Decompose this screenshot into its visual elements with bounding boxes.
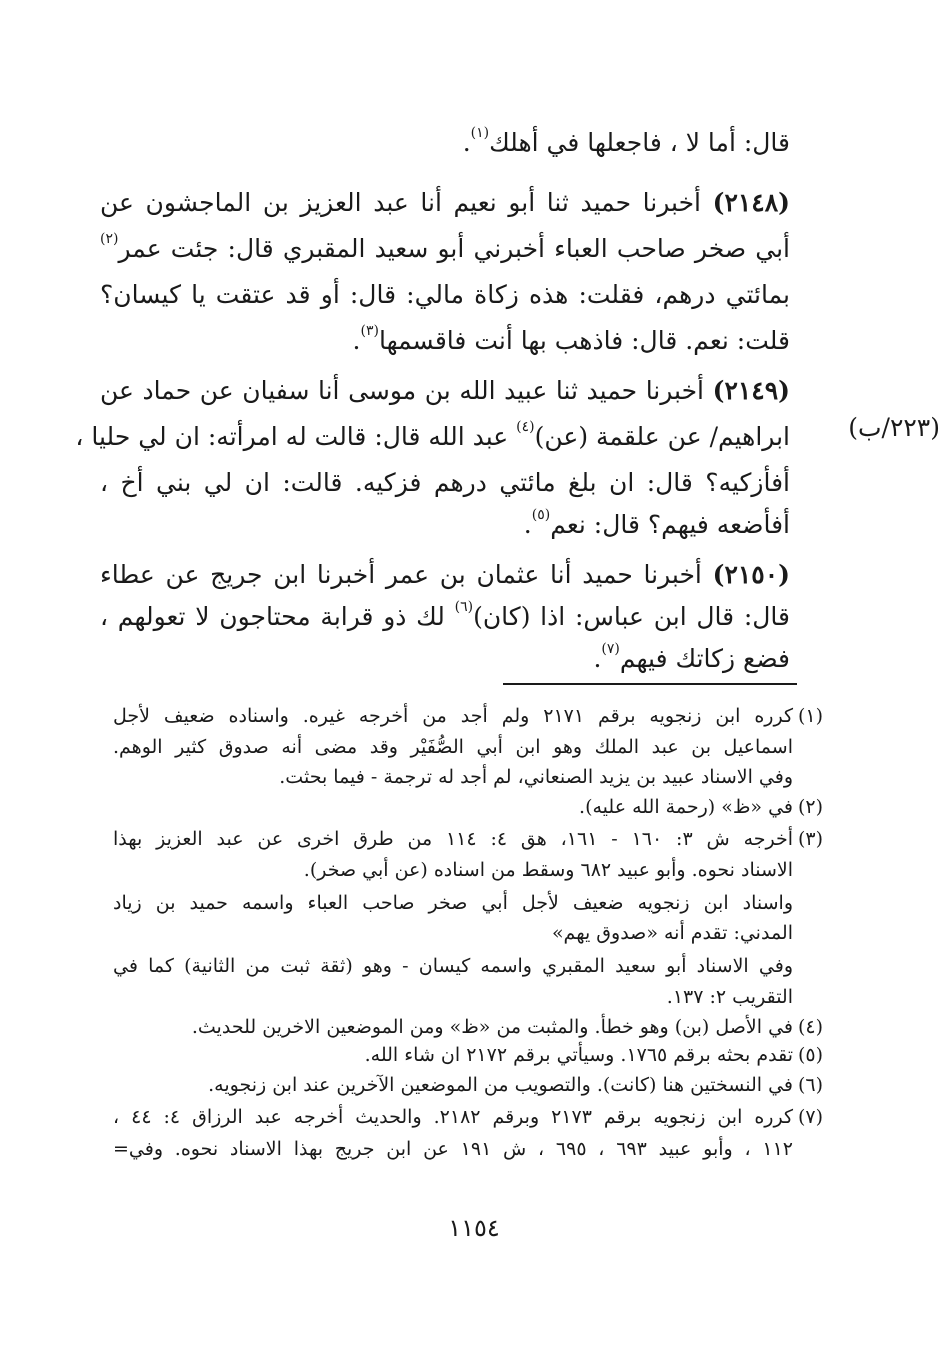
footnote-line: وفي الاسناد عبيد بن يزيد الصنعاني، لم أجد له ترجمة - فيما بحثت. xyxy=(279,766,793,788)
hadith-2149-line-1 xyxy=(100,378,790,403)
footnote-line: وفي الاسناد أبو سعيد المقبري واسمه كيسان - وهو (ثقة ثبت من الثانية) كما في xyxy=(113,955,793,977)
text-span: قال: قال ابن عباس: اذا (كان) xyxy=(473,602,791,631)
page-number: ١١٥٤ xyxy=(448,1214,500,1242)
text-span: لك ذو قرابة محتاجون لا تعولهم ، xyxy=(100,602,445,631)
footnote-line: المدني: تقدم أنه «صدوق يهم» xyxy=(551,922,793,944)
text-span: . xyxy=(593,644,602,673)
hadith-number: (٢١٤٨) xyxy=(712,188,790,217)
text-span: . xyxy=(462,128,471,157)
text-span: عبد الله قال: قالت له امرأته: ان لي حليا ، xyxy=(75,422,509,451)
text-span: قال: أما لا ، فاجعلها في أهلك xyxy=(489,128,790,157)
footnote-ref: (١) xyxy=(470,125,490,141)
hadith-2150-line-3 xyxy=(100,641,790,673)
text-span: فضع زكاتك فيهم xyxy=(619,644,790,673)
footnote-number: (٧) xyxy=(797,1106,823,1128)
footnote-line: في النسختين هنا (كانت). والتصويب من الموضعين الآخرين عند ابن زنجويه. xyxy=(208,1074,793,1096)
footnote-separator xyxy=(503,683,797,685)
footnote-ref: (٣) xyxy=(360,323,379,339)
manuscript-folio-marker: (٢٢٣/ب) xyxy=(848,413,940,442)
text-span: أفأضعه فيهم؟ قال: نعم xyxy=(550,510,790,539)
hadith-2150-line-2 xyxy=(100,599,791,631)
hadith-2149-line-3 xyxy=(100,470,790,495)
hadith-2150-line-1 xyxy=(100,562,790,587)
footnote-ref: (٥) xyxy=(531,507,551,523)
text-span: . xyxy=(352,326,361,355)
text-span: أفأزكيه؟ قال: ان بلغ مائتي درهم فزكيه. قالت: ان لي بني أخ ، xyxy=(100,468,790,497)
hadith-number: (٢١٤٩) xyxy=(712,376,791,405)
text-span: ابراهيم/ عن علقمة (عن) xyxy=(534,422,790,451)
footnote-ref: (٧) xyxy=(601,641,620,657)
hadith-2148-line-4 xyxy=(100,323,790,355)
text-span: أخبرنا حميد ثنا عبيد الله بن موسى أنا سفيان عن حماد عن xyxy=(100,376,705,405)
footnote-ref: (٢) xyxy=(100,231,119,247)
footnote-ref: (٤) xyxy=(516,419,535,435)
footnote-ref: (٦) xyxy=(454,599,474,615)
text-span: قلت: نعم. قال: فاذهب بها أنت فاقسمها xyxy=(378,326,790,355)
footnote-line: في «ظ» (رحمة الله عليه). xyxy=(579,796,793,818)
footnote-number: (٥) xyxy=(797,1044,823,1066)
text-span: بمائتي درهم، فقلت: هذه زكاة مالي: قال: أو قد عتقت يا كيسان؟ xyxy=(100,280,790,309)
footnote-line: تقدم بحثه برقم ١٧٦٥. وسيأتي برقم ٢١٧٢ ان شاء الله. xyxy=(364,1044,793,1066)
footnote-number: (٣) xyxy=(797,828,823,850)
text-span: أخبرنا حميد أنا عثمان بن عمر أخبرنا ابن جريج عن عطاء xyxy=(100,560,702,589)
text-line xyxy=(100,125,790,157)
hadith-2149-line-2 xyxy=(75,419,790,451)
footnote-line: ١١٢ ، وأبو عبيد ٦٩٣ ، ٦٩٥ ، ش ١٩١ عن ابن جريج بهذا الاسناد نحوه. وفي= xyxy=(113,1138,793,1160)
text-span: أبي صخر صاحب العباء أخبرني أبو سعيد المقبري قال: جئت عمر xyxy=(118,234,790,263)
footnote-line: التقريب ٢: ١٣٧. xyxy=(666,986,793,1008)
hadith-2149-line-4 xyxy=(100,507,790,539)
footnote-number: (٤) xyxy=(797,1016,823,1038)
footnote-line: واسناد ابن زنجويه ضعيف لأجل أبي صخر صاحب العباء واسمه حميد بن زياد xyxy=(113,892,793,914)
footnote-number: (٦) xyxy=(797,1074,823,1096)
footnote-line: أخرجه ش ٣: ١٦٠ - ١٦١، هق ٤: ١١٤ من طرق اخرى عن عبد العزيز بهذا xyxy=(113,828,794,850)
footnote-line: كرره ابن زنجويه برقم ٢١٧٣ وبرقم ٢١٨٢. والحديث أخرجه عبد الرزاق ٤: ٤٤ ، xyxy=(113,1106,793,1128)
footnote-number: (١) xyxy=(797,705,823,727)
footnote-line: الاسناد نحوه. وأبو عبيد ٦٨٢ وسقط من اسناده (عن أبي صخر). xyxy=(303,859,793,881)
text-span: أخبرنا حميد ثنا أبو نعيم أنا عبد العزيز بن الماجشون عن xyxy=(100,188,701,217)
hadith-2148-line-1 xyxy=(100,190,790,215)
hadith-2148-line-3 xyxy=(100,282,790,307)
footnote-number: (٢) xyxy=(797,796,823,818)
hadith-number: (٢١٥٠) xyxy=(712,560,790,589)
footnote-line: كرره ابن زنجويه برقم ٢١٧١ ولم أجد من أخرجه غيره. واسناده ضعيف لأجل xyxy=(113,705,793,727)
hadith-2148-line-2 xyxy=(100,231,790,263)
text-span: . xyxy=(523,510,532,539)
footnote-line: في الأصل (بن) وهو خطأ. والمثبت من «ظ» ومن الموضعين الاخرين للحديث. xyxy=(191,1016,793,1038)
footnote-line: اسماعيل بن عبد الملك وهو ابن أبي الصُّفَيْر وقد مضى أنه صدوق كثير الوهم. xyxy=(113,736,793,758)
